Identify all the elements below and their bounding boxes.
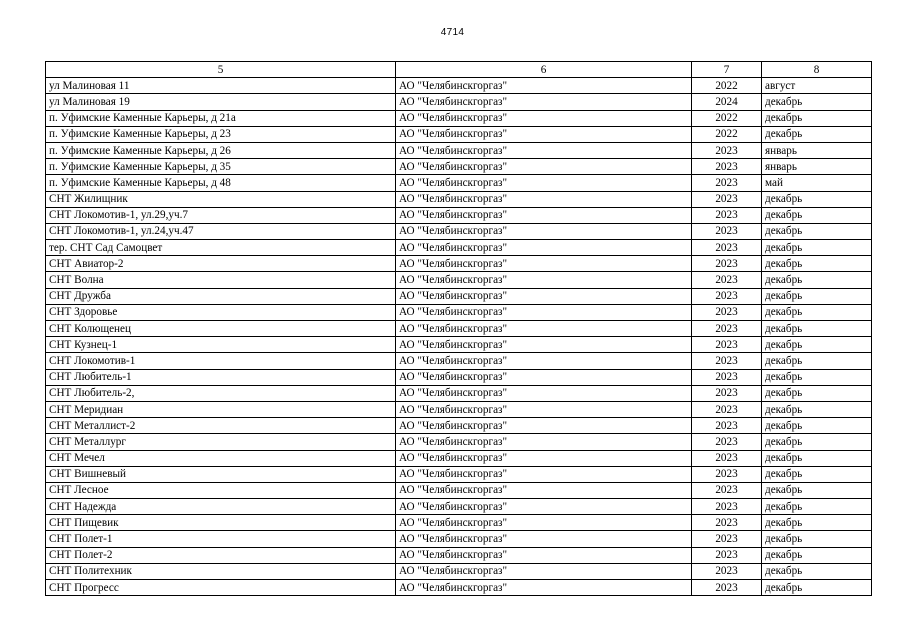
cell-address: п. Уфимские Каменные Карьеры, д 23 bbox=[46, 126, 396, 142]
table-row bbox=[46, 207, 872, 223]
cell-month: декабрь bbox=[762, 466, 872, 482]
cell-address: СНТ Политехник bbox=[46, 563, 396, 579]
cell-month: декабрь bbox=[762, 223, 872, 239]
table-row bbox=[46, 78, 872, 94]
table-row bbox=[46, 434, 872, 450]
cell-address: СНТ Пищевик bbox=[46, 515, 396, 531]
cell-month: декабрь bbox=[762, 256, 872, 272]
cell-organization: АО "Челябинскгоргаз" bbox=[396, 110, 692, 126]
cell-address: СНТ Дружба bbox=[46, 288, 396, 304]
cell-month: декабрь bbox=[762, 547, 872, 563]
cell-organization: АО "Челябинскгоргаз" bbox=[396, 482, 692, 498]
cell-organization: АО "Челябинскгоргаз" bbox=[396, 191, 692, 207]
cell-organization: АО "Челябинскгоргаз" bbox=[396, 175, 692, 191]
cell-year: 2023 bbox=[692, 531, 762, 547]
cell-year: 2023 bbox=[692, 337, 762, 353]
cell-year: 2022 bbox=[692, 110, 762, 126]
cell-month: декабрь bbox=[762, 515, 872, 531]
cell-address: СНТ Лесное bbox=[46, 482, 396, 498]
table-row bbox=[46, 304, 872, 320]
table-row bbox=[46, 385, 872, 401]
table-row bbox=[46, 94, 872, 110]
cell-year: 2023 bbox=[692, 434, 762, 450]
table-row bbox=[46, 563, 872, 579]
cell-month: январь bbox=[762, 159, 872, 175]
header-cell-8: 8 bbox=[762, 62, 872, 78]
cell-month: декабрь bbox=[762, 126, 872, 142]
cell-year: 2023 bbox=[692, 401, 762, 417]
table-row bbox=[46, 466, 872, 482]
table-row bbox=[46, 272, 872, 288]
page-number: 4714 bbox=[440, 27, 465, 38]
cell-year: 2024 bbox=[692, 94, 762, 110]
table-row bbox=[46, 450, 872, 466]
cell-organization: АО "Челябинскгоргаз" bbox=[396, 418, 692, 434]
cell-organization: АО "Челябинскгоргаз" bbox=[396, 450, 692, 466]
cell-address: тер. СНТ Сад Самоцвет bbox=[46, 240, 396, 256]
table-body bbox=[46, 78, 872, 596]
table-row bbox=[46, 110, 872, 126]
cell-month: декабрь bbox=[762, 240, 872, 256]
cell-address: п. Уфимские Каменные Карьеры, д 48 bbox=[46, 175, 396, 191]
cell-address: СНТ Любитель-2, bbox=[46, 385, 396, 401]
cell-year: 2023 bbox=[692, 482, 762, 498]
cell-address: п. Уфимские Каменные Карьеры, д 21а bbox=[46, 110, 396, 126]
table-row bbox=[46, 142, 872, 158]
cell-address: СНТ Металлист-2 bbox=[46, 418, 396, 434]
table-row bbox=[46, 353, 872, 369]
cell-year: 2023 bbox=[692, 580, 762, 596]
table-row bbox=[46, 369, 872, 385]
cell-month: декабрь bbox=[762, 110, 872, 126]
table-row bbox=[46, 126, 872, 142]
cell-organization: АО "Челябинскгоргаз" bbox=[396, 272, 692, 288]
cell-year: 2023 bbox=[692, 304, 762, 320]
cell-address: ул Малиновая 11 bbox=[46, 78, 396, 94]
cell-year: 2023 bbox=[692, 547, 762, 563]
cell-month: январь bbox=[762, 142, 872, 158]
cell-month: декабрь bbox=[762, 450, 872, 466]
cell-month: декабрь bbox=[762, 94, 872, 110]
cell-year: 2023 bbox=[692, 499, 762, 515]
cell-organization: АО "Челябинскгоргаз" bbox=[396, 337, 692, 353]
cell-address: СНТ Металлург bbox=[46, 434, 396, 450]
cell-month: декабрь bbox=[762, 369, 872, 385]
table-row bbox=[46, 240, 872, 256]
cell-year: 2023 bbox=[692, 288, 762, 304]
cell-address: СНТ Прогресс bbox=[46, 580, 396, 596]
table-row bbox=[46, 401, 872, 417]
table-row bbox=[46, 531, 872, 547]
cell-year: 2023 bbox=[692, 256, 762, 272]
cell-organization: АО "Челябинскгоргаз" bbox=[396, 434, 692, 450]
header-row bbox=[46, 62, 872, 78]
table-header bbox=[46, 62, 872, 78]
cell-year: 2023 bbox=[692, 466, 762, 482]
cell-month: декабрь bbox=[762, 531, 872, 547]
data-table bbox=[45, 61, 872, 596]
cell-address: СНТ Надежда bbox=[46, 499, 396, 515]
cell-year: 2023 bbox=[692, 450, 762, 466]
cell-address: СНТ Полет-1 bbox=[46, 531, 396, 547]
cell-organization: АО "Челябинскгоргаз" bbox=[396, 223, 692, 239]
cell-year: 2023 bbox=[692, 418, 762, 434]
table-row bbox=[46, 159, 872, 175]
cell-address: СНТ Волна bbox=[46, 272, 396, 288]
cell-address: СНТ Мечел bbox=[46, 450, 396, 466]
cell-month: декабрь bbox=[762, 563, 872, 579]
cell-month: декабрь bbox=[762, 207, 872, 223]
cell-organization: АО "Челябинскгоргаз" bbox=[396, 515, 692, 531]
cell-year: 2023 bbox=[692, 353, 762, 369]
cell-year: 2023 bbox=[692, 175, 762, 191]
cell-address: СНТ Вишневый bbox=[46, 466, 396, 482]
cell-month: декабрь bbox=[762, 401, 872, 417]
cell-organization: АО "Челябинскгоргаз" bbox=[396, 126, 692, 142]
cell-organization: АО "Челябинскгоргаз" bbox=[396, 288, 692, 304]
header-cell-6: 6 bbox=[396, 62, 692, 78]
cell-address: СНТ Кузнец-1 bbox=[46, 337, 396, 353]
cell-organization: АО "Челябинскгоргаз" bbox=[396, 321, 692, 337]
cell-year: 2023 bbox=[692, 240, 762, 256]
cell-year: 2022 bbox=[692, 126, 762, 142]
cell-year: 2023 bbox=[692, 515, 762, 531]
table-row bbox=[46, 175, 872, 191]
table-row bbox=[46, 547, 872, 563]
cell-address: п. Уфимские Каменные Карьеры, д 26 bbox=[46, 142, 396, 158]
cell-month: декабрь bbox=[762, 482, 872, 498]
cell-address: ул Малиновая 19 bbox=[46, 94, 396, 110]
table-row bbox=[46, 256, 872, 272]
table-row bbox=[46, 321, 872, 337]
cell-month: декабрь bbox=[762, 499, 872, 515]
cell-organization: АО "Челябинскгоргаз" bbox=[396, 385, 692, 401]
cell-address: СНТ Авиатор-2 bbox=[46, 256, 396, 272]
cell-organization: АО "Челябинскгоргаз" bbox=[396, 499, 692, 515]
cell-address: СНТ Полет-2 bbox=[46, 547, 396, 563]
cell-address: СНТ Локомотив-1, ул.29,уч.7 bbox=[46, 207, 396, 223]
cell-year: 2023 bbox=[692, 159, 762, 175]
cell-address: СНТ Жилищник bbox=[46, 191, 396, 207]
cell-organization: АО "Челябинскгоргаз" bbox=[396, 240, 692, 256]
cell-year: 2023 bbox=[692, 191, 762, 207]
table-row bbox=[46, 515, 872, 531]
cell-address: СНТ Меридиан bbox=[46, 401, 396, 417]
cell-organization: АО "Челябинскгоргаз" bbox=[396, 547, 692, 563]
cell-month: декабрь bbox=[762, 418, 872, 434]
cell-organization: АО "Челябинскгоргаз" bbox=[396, 304, 692, 320]
cell-address: п. Уфимские Каменные Карьеры, д 35 bbox=[46, 159, 396, 175]
cell-year: 2023 bbox=[692, 321, 762, 337]
table-row bbox=[46, 223, 872, 239]
cell-year: 2023 bbox=[692, 223, 762, 239]
header-cell-5: 5 bbox=[46, 62, 396, 78]
cell-organization: АО "Челябинскгоргаз" bbox=[396, 256, 692, 272]
cell-month: декабрь bbox=[762, 434, 872, 450]
cell-address: СНТ Любитель-1 bbox=[46, 369, 396, 385]
cell-organization: АО "Челябинскгоргаз" bbox=[396, 94, 692, 110]
table-row bbox=[46, 418, 872, 434]
cell-month: декабрь bbox=[762, 304, 872, 320]
cell-year: 2023 bbox=[692, 207, 762, 223]
cell-organization: АО "Челябинскгоргаз" bbox=[396, 563, 692, 579]
cell-month: декабрь bbox=[762, 272, 872, 288]
cell-month: декабрь bbox=[762, 288, 872, 304]
cell-month: декабрь bbox=[762, 385, 872, 401]
cell-month: декабрь bbox=[762, 321, 872, 337]
cell-address: СНТ Локомотив-1 bbox=[46, 353, 396, 369]
cell-year: 2023 bbox=[692, 563, 762, 579]
cell-address: СНТ Здоровье bbox=[46, 304, 396, 320]
cell-organization: АО "Челябинскгоргаз" bbox=[396, 369, 692, 385]
cell-organization: АО "Челябинскгоргаз" bbox=[396, 159, 692, 175]
cell-organization: АО "Челябинскгоргаз" bbox=[396, 78, 692, 94]
cell-month: декабрь bbox=[762, 191, 872, 207]
table-row bbox=[46, 288, 872, 304]
cell-month: декабрь bbox=[762, 353, 872, 369]
cell-organization: АО "Челябинскгоргаз" bbox=[396, 466, 692, 482]
table-row bbox=[46, 499, 872, 515]
header-cell-7: 7 bbox=[692, 62, 762, 78]
table-row bbox=[46, 580, 872, 596]
cell-year: 2023 bbox=[692, 142, 762, 158]
cell-month: декабрь bbox=[762, 337, 872, 353]
cell-organization: АО "Челябинскгоргаз" bbox=[396, 401, 692, 417]
cell-organization: АО "Челябинскгоргаз" bbox=[396, 207, 692, 223]
table-row bbox=[46, 337, 872, 353]
cell-organization: АО "Челябинскгоргаз" bbox=[396, 353, 692, 369]
cell-address: СНТ Локомотив-1, ул.24,уч.47 bbox=[46, 223, 396, 239]
cell-organization: АО "Челябинскгоргаз" bbox=[396, 580, 692, 596]
cell-year: 2023 bbox=[692, 272, 762, 288]
cell-month: декабрь bbox=[762, 580, 872, 596]
cell-organization: АО "Челябинскгоргаз" bbox=[396, 142, 692, 158]
cell-year: 2023 bbox=[692, 385, 762, 401]
cell-month: август bbox=[762, 78, 872, 94]
cell-address: СНТ Колющенец bbox=[46, 321, 396, 337]
table-row bbox=[46, 191, 872, 207]
cell-year: 2023 bbox=[692, 369, 762, 385]
cell-month: май bbox=[762, 175, 872, 191]
cell-organization: АО "Челябинскгоргаз" bbox=[396, 531, 692, 547]
cell-year: 2022 bbox=[692, 78, 762, 94]
table-row bbox=[46, 482, 872, 498]
